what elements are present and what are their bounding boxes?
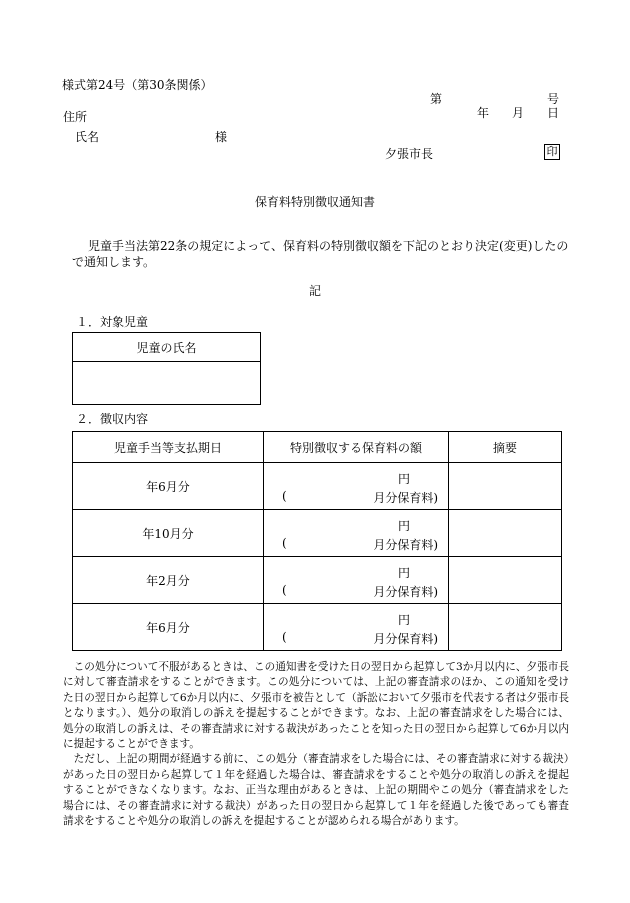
remarks-cell[interactable] [449, 557, 562, 604]
remarks-cell[interactable] [449, 604, 562, 651]
remarks-cell[interactable] [449, 510, 562, 557]
period-cell: 年10月分 [73, 510, 264, 557]
paren-open: ( [282, 583, 287, 597]
yen-unit: 円 [397, 472, 410, 486]
document-number-prefix: 第 [430, 92, 443, 106]
honorific: 様 [215, 130, 228, 144]
document-title: 保育料特別徴収通知書 [255, 195, 376, 209]
amount-cell[interactable] [264, 463, 449, 510]
period-cell: 年6月分 [73, 604, 264, 651]
intro-line-2: で通知します。 [72, 255, 156, 269]
remarks-header: 摘要 [449, 432, 562, 463]
issuer: 夕張市長 [385, 147, 434, 161]
name-label: 氏名 [75, 130, 100, 144]
table-row [73, 604, 562, 651]
table-row [73, 557, 562, 604]
date-year: 年 [477, 106, 490, 120]
amount-cell[interactable] [264, 557, 449, 604]
paren-open: ( [282, 630, 287, 644]
table-row [73, 463, 562, 510]
amount-cell[interactable] [264, 510, 449, 557]
seal-mark: 印 [544, 144, 560, 160]
section2-heading: ２．徴収内容 [76, 412, 149, 426]
period-cell: 年2月分 [73, 557, 264, 604]
amount-cell[interactable] [264, 604, 449, 651]
appeal-notice [63, 660, 569, 829]
appeal-paragraph-1: この処分について不服があるときは、この通知書を受けた日の翌日から起算して3か月以内に、夕張市長に対して審査請求をすることができます。この処分については、上記の審査請求のほか、この通知を受けた日の翌日から起算して6か月以内に、夕張市を被告として（訴訟において夕張市を代表する者は夕張市長となります。）、処分の取消しの訴えを提起することができます。なお、上記の審査請求をした場合には、処分の取消しの訴えは、その審査請求に対する裁決があったことを知った日の翌日から起算して6か月以内に提起することができます。 [63, 661, 569, 751]
appeal-paragraph-2: ただし、上記の期間が経過する前に、この処分（審査請求をした場合には、その審査請求に対する裁決）があった日の翌日から起算して１年を経過した場合は、審査請求をすることや処分の取消しの訴えを提起することができなくなります。なお、正当な理由があるときは、上記の期間やこの処分（審査請求をした場合には、その審査請求に対する裁決）があった日の翌日から起算して１年を経過した後であっても審査請求をすることや処分の取消しの訴えを提起することが認められる場合があります。 [63, 753, 569, 828]
form-number: 様式第24号（第30条関係） [62, 78, 213, 92]
period-cell: 年6月分 [73, 463, 264, 510]
month-fee-note: 月分保育料) [373, 632, 438, 646]
intro-line-1: 児童手当法第22条の規定によって、保育料の特別徴収額を下記のとおり決定(変更)したの [88, 239, 569, 253]
ki-heading: 記 [309, 284, 322, 298]
paren-open: ( [282, 536, 287, 550]
collection-table [72, 431, 562, 651]
table-row [73, 510, 562, 557]
yen-unit: 円 [397, 519, 410, 533]
month-fee-note: 月分保育料) [373, 491, 438, 505]
amount-header: 特別徴収する保育料の額 [264, 432, 449, 463]
yen-unit: 円 [397, 613, 410, 627]
child-name-header: 児童の氏名 [73, 333, 261, 362]
child-table [72, 332, 261, 405]
month-fee-note: 月分保育料) [373, 538, 438, 552]
yen-unit: 円 [397, 566, 410, 580]
document-number-suffix: 号 [547, 92, 560, 106]
child-name-cell[interactable] [73, 362, 261, 405]
section1-heading: １．対象児童 [76, 315, 149, 329]
address-label: 住所 [63, 110, 88, 124]
paren-open: ( [282, 489, 287, 503]
month-fee-note: 月分保育料) [373, 585, 438, 599]
date-month: 月 [512, 106, 525, 120]
payment-date-header: 児童手当等支払期日 [73, 432, 264, 463]
date-day: 日 [547, 106, 560, 120]
remarks-cell[interactable] [449, 463, 562, 510]
